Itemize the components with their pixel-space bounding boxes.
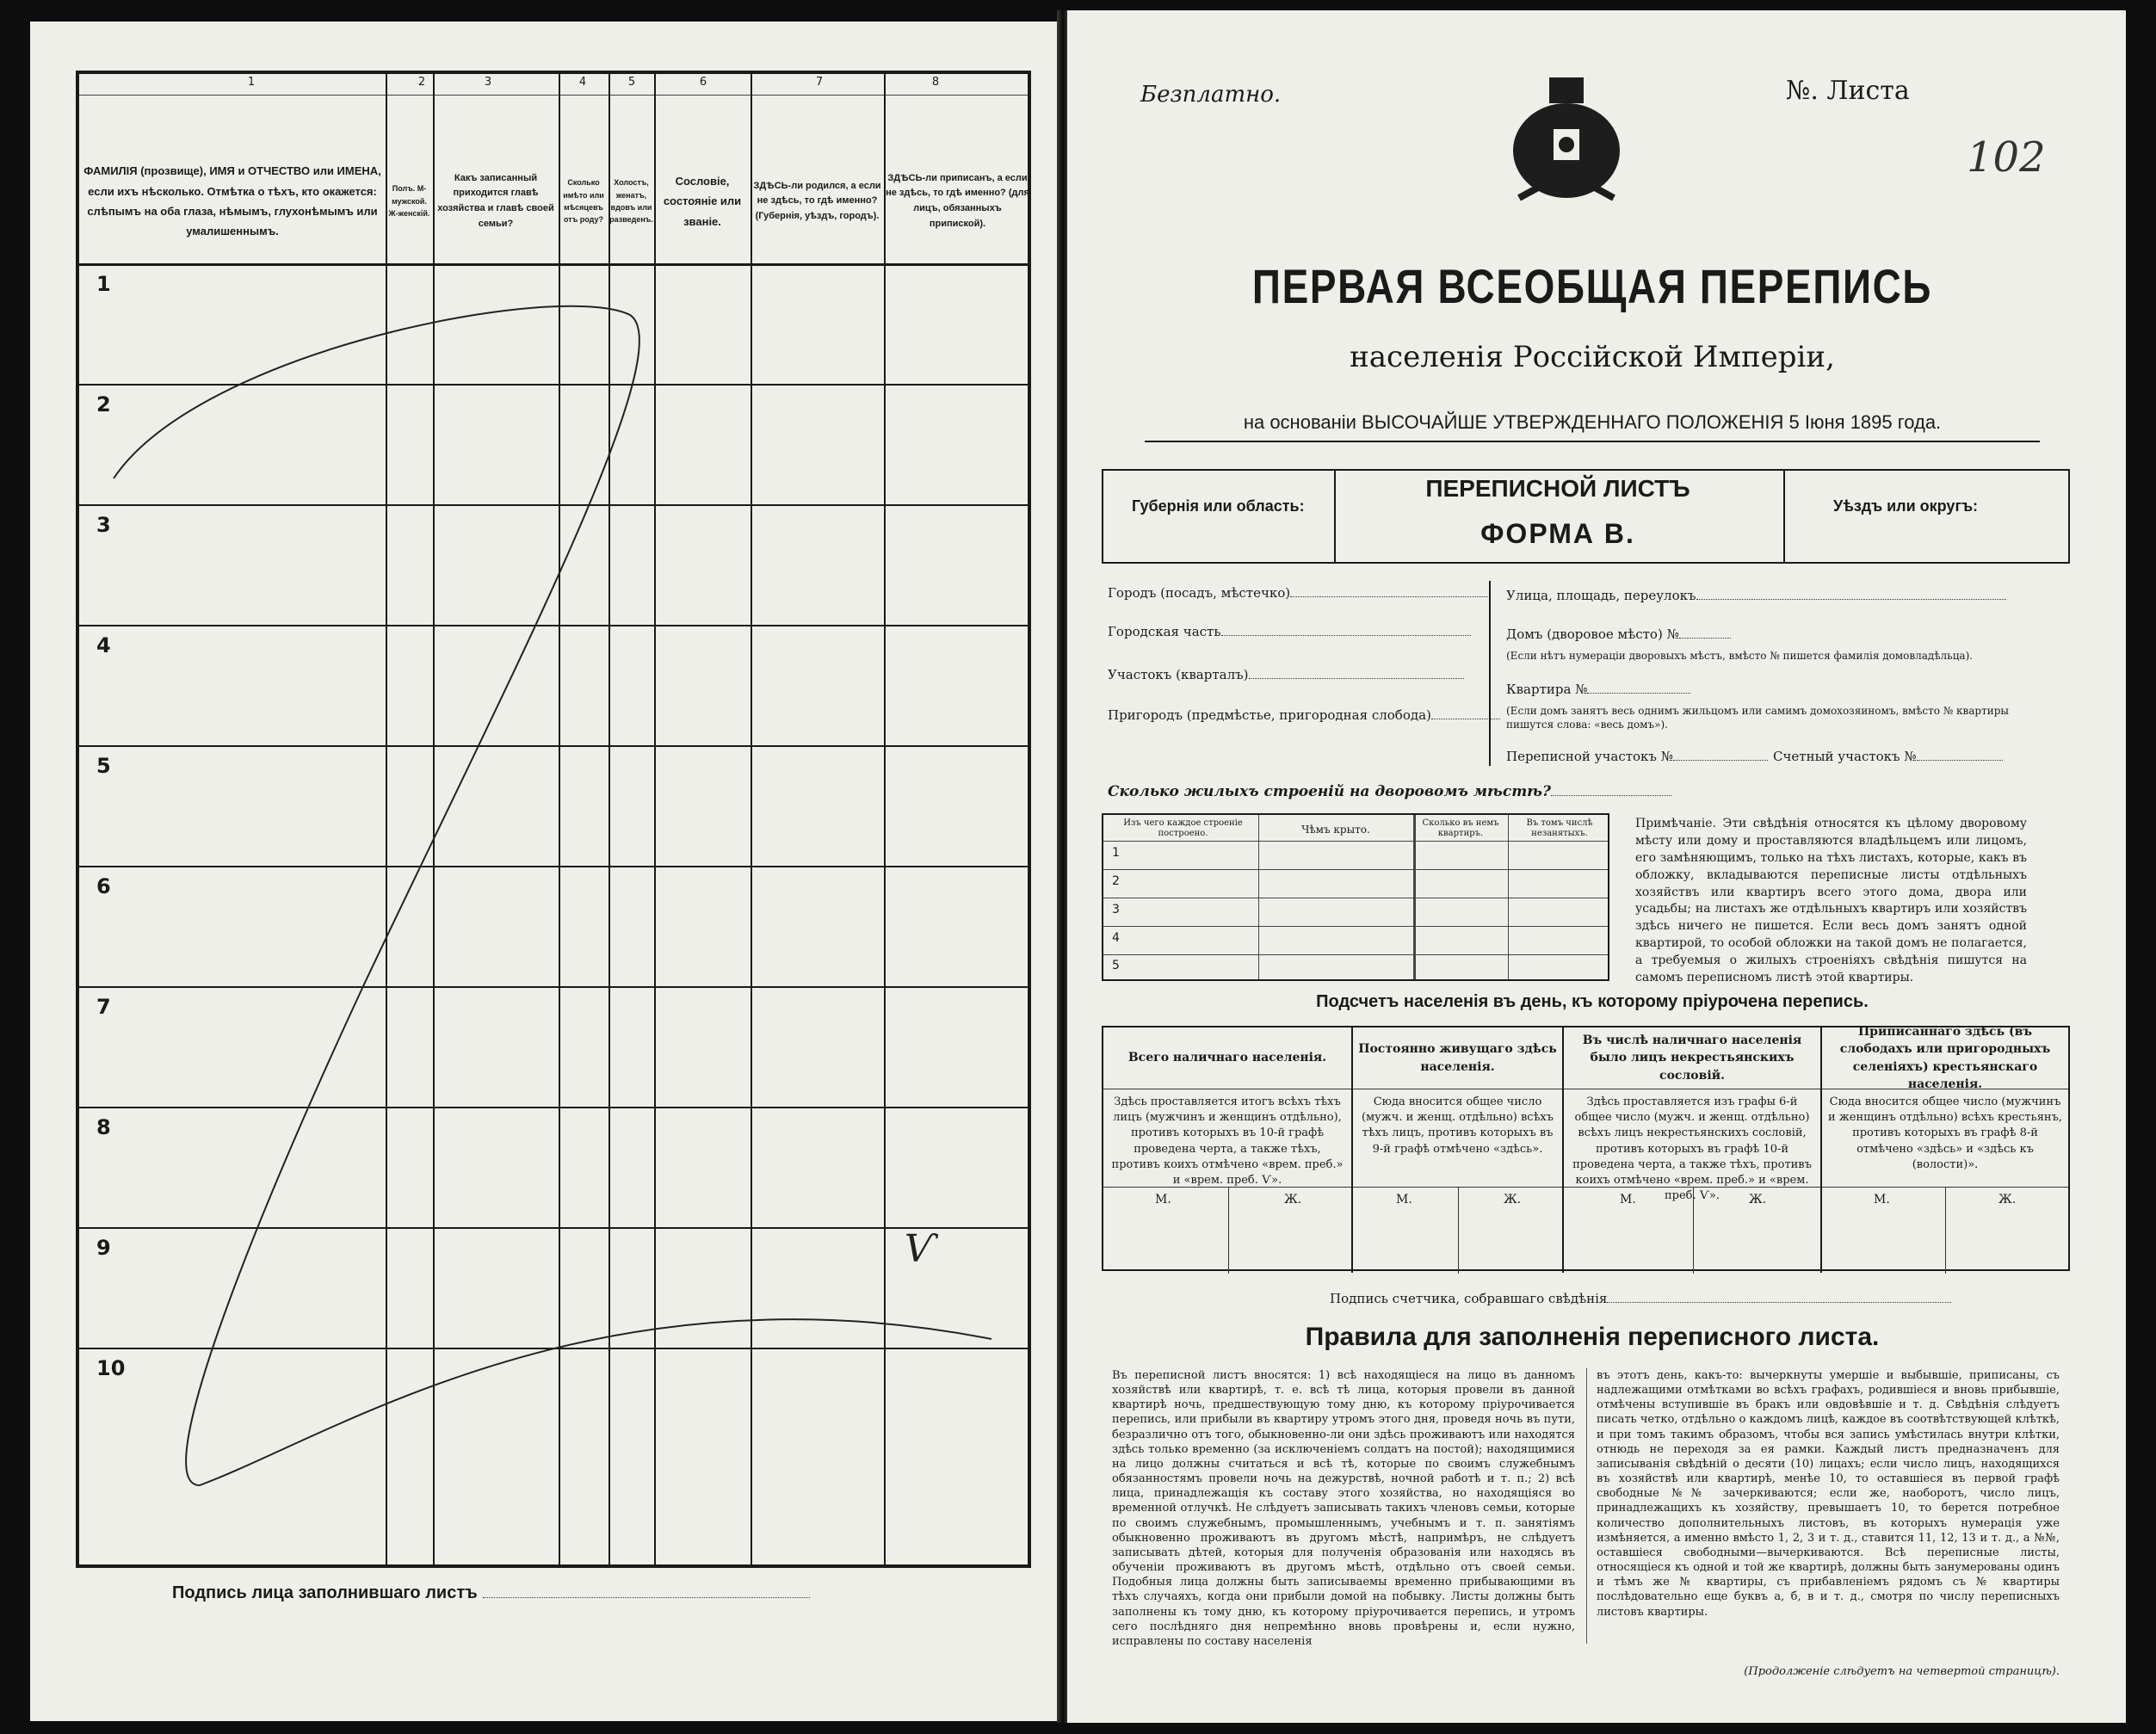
field-count-area (1773, 749, 2003, 764)
row-number: 6 (96, 874, 111, 898)
field-street (1506, 588, 2006, 603)
field-city (1108, 585, 1488, 601)
female-label: Ж. (1284, 1193, 1302, 1206)
female-label: Ж. (1749, 1193, 1767, 1206)
field-suburb (1108, 707, 1500, 723)
count-col-total (1103, 1027, 1353, 1273)
rules-title: Правила для заполненія переписного листа. (1305, 1323, 1880, 1351)
field-census-area (1506, 749, 1768, 764)
column-number: 1 (247, 76, 256, 89)
handwritten-mark: Ѵ (904, 1227, 936, 1271)
sheet-number: 102 (1967, 133, 2046, 182)
buildings-row-number: 1 (1112, 846, 1120, 860)
house-note: (Если нѣтъ нумераціи дворовыхъ мѣстъ, вмѣсто № пишется фамилія домовладѣльца). (1506, 650, 1974, 662)
buildings-row-number: 4 (1112, 931, 1120, 945)
gubernia-label: Губернія или область: (1132, 497, 1305, 515)
buildings-row-number: 5 (1112, 959, 1120, 972)
sheet-label (1786, 76, 1910, 106)
row-number: 7 (96, 995, 111, 1019)
male-label: М. (1620, 1193, 1636, 1206)
row-number: 8 (96, 1115, 111, 1139)
continued-note: (Продолженіе слѣдуетъ на четвертой страницѣ). (1744, 1665, 2060, 1678)
male-label: М. (1155, 1193, 1171, 1206)
row-number: 5 (96, 754, 111, 778)
row-number: 9 (96, 1236, 111, 1260)
row-number: 2 (96, 392, 111, 417)
count-body: Здѣсь проставляется итогъ всѣхъ тѣхъ лицъ (мужчинъ и женщинъ отдѣльно), противъ которыхъ въ 10-й графѣ проведена черта, а также тѣхъ, противъ коихъ отмѣчено «врем. преб.» и «врем. преб. Ѵ». (1111, 1095, 1344, 1187)
header-sex: Полъ. М-мужской. Ж-женскій. (388, 184, 430, 219)
form-sub: ФОРМА В. (1480, 518, 1635, 549)
census-subtitle: населенія Россійской Имперіи, (1350, 340, 1835, 374)
field-city-part (1108, 624, 1471, 639)
row-number: 1 (96, 272, 111, 296)
count-col-peasant (1822, 1024, 2068, 1273)
counter-signature (1330, 1291, 1951, 1306)
field-suburb-label: Пригородъ (предмѣстье, пригородная слобода) (1108, 707, 1431, 723)
column-number: 8 (931, 76, 940, 89)
buildings-row-number: 3 (1112, 903, 1120, 916)
filler-signature-label: Подпись лица заполнившаго листъ (172, 1583, 478, 1602)
uezd-label: Уѣздъ или округъ: (1833, 497, 1979, 515)
count-col-permanent (1353, 1027, 1564, 1273)
buildings-header: Изъ чего каждое строеніе построено. (1123, 818, 1243, 838)
header-marital: Холостъ, женатъ, вдовъ или разведенъ. (609, 178, 653, 225)
female-label: Ж. (1504, 1193, 1522, 1206)
field-apartment-label: Квартира № (1506, 682, 1588, 697)
buildings-note: Примѣчаніе. Эти свѣдѣнія относятся къ цѣлому дворовому мѣсту или дому и проставляются владѣльцемъ или лицомъ, его замѣняющимъ, только на тѣхъ листахъ, которые, какъ въ обложку, вкладываются переписные листы отдѣльныхъ хозяйствъ или квартиръ всего этого дома, двора или усадьбы; на листахъ же отдѣльныхъ квартиръ или хозяйствъ здѣсь ничего не пишется. Если весь домъ занятъ одной квартирой, то особой обложки на такой домъ не полагается, а требуемыя о жилыхъ строеніяхъ свѣдѣнія пишутся на самомъ переписномъ листѣ этой квартиры. (1635, 817, 2027, 984)
column-number: 5 (627, 76, 636, 89)
free-label: Безплатно. (1140, 82, 1282, 108)
count-head: Въ числѣ наличнаго населенія было лицъ некрестьянскихъ сословій. (1564, 1027, 1820, 1089)
row-number: 3 (96, 513, 111, 537)
count-col-nonpeasant (1564, 1027, 1822, 1273)
counter-signature-label: Подпись счетчика, собравшаго свѣдѣнія (1330, 1291, 1608, 1306)
header-relation: Какъ записанный приходится главѣ хозяйства и главѣ своей семьи? (437, 172, 554, 229)
buildings-question-label: Сколько жилыхъ строеній на дворовомъ мѣстѣ? (1108, 783, 1551, 800)
buildings-row-number: 2 (1112, 874, 1120, 888)
census-title: ПЕРВАЯ ВСЕОБЩАЯ ПЕРЕПИСЬ (1251, 259, 1933, 313)
field-census-area-label: Переписной участокъ № (1506, 749, 1673, 764)
column-number: 3 (484, 76, 492, 89)
count-head: Всего наличнаго населенія. (1103, 1027, 1351, 1089)
rules-left-column: Въ переписной листъ вносятся: 1) всѣ находящіеся на лицо въ данномъ хозяйствѣ или квартирѣ, т. е. всѣ тѣ лица, которыя провели въ данной квартирѣ ночь, предшествующую тому дню, къ которому пріурочивается перепись, или прибыли въ квартиру утромъ этого дня, проведя ночь въ пути, безразлично отъ того, обыкновенно-ли они здѣсь проживаютъ или находятся здѣсь только временно (за исключеніемъ солдатъ на постой); находящимися на лицо должны считаться и всѣ тѣ, которые по своимъ служебнымъ обязанностямъ провели ночь на дежурствѣ, ночной работѣ и т. п.; 2) всѣ лица, принадлежащія къ составу этого хозяйства, но находящіяся во временной отлучкѣ. Не слѣдуетъ записывать такихъ членовъ семьи, которые по своимъ служебнымъ, промышленнымъ, учебнымъ и т. п. занятіямъ обыкновенно проживаютъ въ другомъ мѣстѣ, напримѣръ, не слѣдуетъ записывать дѣтей, которыя для полученія образованія или находясь въ обученіи проживаютъ въ другомъ мѣстѣ, отдѣльно отъ своей семьи. Подобныя лица должны быть записываемы временно прибывающими въ тѣхъ случаяхъ, когда они прибыли домой на побывку. Листы должны быть заполнены къ тому дню, къ которому пріурочивается перепись, и утромъ сего послѣдняго дня непремѣнно вновь провѣрены и, если нужно, исправлены по составу населенія (1112, 1369, 1575, 1648)
column-number: 7 (815, 76, 824, 89)
population-count-table (1102, 1026, 2070, 1271)
count-body: Здѣсь проставляется изъ графы 6-й общее число (мужч. и женщ. отдѣльно) всѣхъ лицъ некрестьянскихъ сословій, противъ которыхъ въ графѣ 10-й проведена черта, а также тѣхъ, противъ коихъ отмѣчено «врем. преб.» и «врем. преб. Ѵ». (1572, 1095, 1812, 1203)
header-birthplace: ЗДѢСЬ-ли родился, а если не здѣсь, то гдѣ именно? (Губернія, уѣздъ, городъ). (753, 180, 881, 221)
field-house-label: Домъ (дворовое мѣсто) № (1506, 626, 1679, 642)
field-city-part-label: Городская часть (1108, 624, 1221, 639)
strike-through-stroke (79, 74, 1035, 1571)
field-district-label: Участокъ (кварталъ) (1108, 667, 1249, 682)
buildings-header: Въ томъ числѣ незанятыхъ. (1526, 818, 1593, 838)
field-count-area-label: Счетный участокъ № (1773, 749, 1917, 764)
form-title: ПЕРЕПИСНОЙ ЛИСТЪ (1425, 475, 1690, 502)
count-body: Сюда вносится общее число (мужчинъ и женщинъ отдѣльно) всѣхъ крестьянъ, противъ которыхъ въ графѣ 8-й отмѣчено «здѣсь» и «здѣсь къ (волости)». (1828, 1095, 2062, 1171)
field-district (1108, 667, 1464, 682)
apartment-note: (Если домъ занятъ весь однимъ жильцомъ или самимъ домохозяиномъ, вмѣсто № квартиры пишутся слова: «весь домъ»). (1506, 705, 2009, 731)
column-number: 6 (699, 76, 707, 89)
field-street-label: Улица, площадь, переулокъ (1506, 588, 1696, 603)
female-label: Ж. (1998, 1193, 2017, 1206)
buildings-header: Сколько въ немъ квартиръ. (1422, 818, 1499, 838)
field-city-label: Городъ (посадъ, мѣстечко) (1108, 585, 1291, 601)
male-label: М. (1874, 1193, 1890, 1206)
field-house (1506, 626, 1731, 642)
header-name: ФАМИЛІЯ (прозвище), ИМЯ и ОТЧЕСТВО или ИМЕНА, если ихъ нѣсколько. Отмѣтка о тѣхъ, кто окажется: слѣпымъ на оба глаза, нѣмымъ, глухонѣмымъ или умалишеннымъ. (83, 164, 381, 238)
row-number: 10 (96, 1356, 126, 1380)
header-registered: ЗДѢСЬ-ли приписанъ, а если не здѣсь, то гдѣ именно? (для лицъ, обязанныхъ припиской). (886, 172, 1029, 229)
male-label: М. (1396, 1193, 1412, 1206)
column-number: 2 (417, 76, 426, 89)
count-body: Сюда вносится общее число (мужч. и женщ. отдѣльно) всѣхъ тѣхъ лицъ, противъ которыхъ въ 9-й графѣ отмѣчено «здѣсь». (1361, 1095, 1554, 1156)
header-estate: Сословіе, состояніе или званіе. (663, 174, 742, 228)
census-table (76, 71, 1031, 1568)
row-number: 4 (96, 633, 111, 657)
count-head: Приписаннаго здѣсь (въ слободахъ или пригородныхъ селеніяхъ) крестьянскаго населенія. (1822, 1027, 2068, 1089)
census-basis: на основаніи ВЫСОЧАЙШЕ УТВЕРЖДЕННАГО ПОЛОЖЕНІЯ 5 Іюня 1895 года. (1243, 411, 1942, 433)
header-age: Сколько имѣто или мѣсяцевъ отъ роду? (563, 178, 604, 225)
double-headed-eagle-emblem (1502, 69, 1631, 215)
sheet-label-text: №. Листа (1786, 76, 1910, 106)
field-apartment (1506, 682, 1690, 697)
rules-right-column: въ этотъ день, какъ-то: вычеркнуты умершіе и выбывшіе, приписаны, съ надлежащими отмѣтками во всѣхъ графахъ, родившіеся и вновь прибывшіе, отмѣчены вступившіе въ бракъ или овдовѣвшіе и т. д. Свѣдѣнія слѣдуетъ писать четко, отдѣльно о каждомъ лицѣ, каждое въ соотвѣтствующей клѣткѣ, и при томъ такимъ образомъ, чтобы вся запись умѣстилась внутри клѣтки, отнюдь не переходя за ея рамки. Каждый листъ предназначенъ для записыванія свѣдѣній о десяти (10) лицахъ; если число лицъ, находящихся въ хозяйствѣ или квартирѣ, менѣе 10, то оставшіеся въ первой графѣ свободные №№ зачеркиваются; если же, наоборотъ, число лицъ, принадлежащихъ къ хозяйству, превышаетъ 10, то берется потребное количество дополнительныхъ листовъ, въ которыхъ нумерація уже измѣняется, а именно вмѣсто 1, 2, 3 и т. д., ставится 11, 12, 13 и т. д., а №№, оставшіеся свободными—вычеркиваются. Всѣ переписные листы, относящіеся къ одной и той же квартирѣ, должны быть занумерованы одинъ и тѣмъ же № квартиры, съ прибавленіемъ рядомъ съ № квартиры послѣдовательно еще буквъ а, б, в и т. д., смотря по числу переписныхъ листовъ квартиры. (1597, 1369, 2060, 1619)
count-head: Постоянно живущаго здѣсь населенія. (1353, 1027, 1562, 1089)
filler-signature-line (172, 1583, 810, 1603)
buildings-question (1108, 783, 1671, 800)
column-number: 4 (578, 76, 587, 89)
buildings-table (1102, 813, 1609, 981)
buildings-header: Чѣмъ крыто. (1301, 824, 1370, 836)
count-title: Подсчетъ населенія въ день, къ которому пріурочена перепись. (1316, 992, 1869, 1011)
